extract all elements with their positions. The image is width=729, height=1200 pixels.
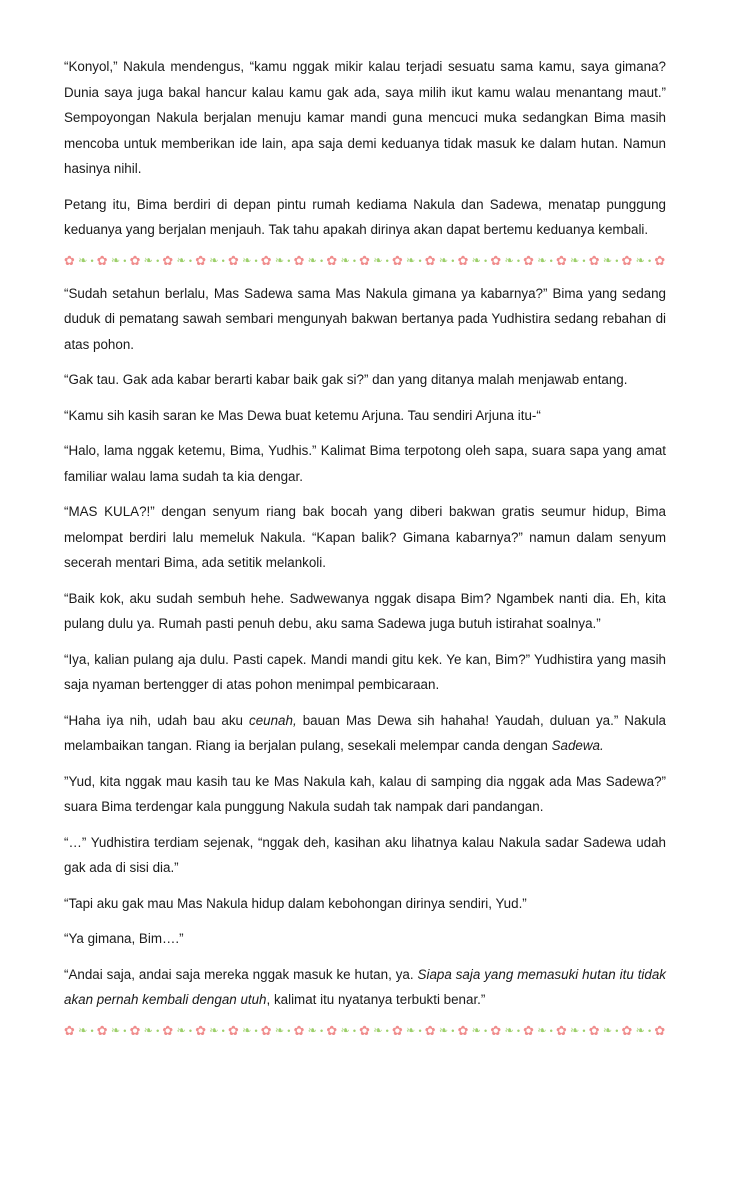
leaf-icon: •: [188, 255, 193, 266]
flower-icon: ✿: [621, 252, 633, 268]
leaf-icon: •: [320, 255, 324, 266]
leaf-icon: ❧: [307, 1024, 317, 1037]
flower-icon: ✿: [555, 1022, 567, 1038]
paragraph: “MAS KULA?!” dengan senyum riang bak bocah yang diberi bakwan gratis seumur hidup, Bima melompat berdiri lalu memeluk Nakula. “Kapan balik? Gimana kabarnya?” namun dalam senyum secerah mentari Bima, ada setitik melankoli.: [64, 504, 666, 570]
leaf-icon: •: [188, 1025, 193, 1036]
paragraph: “Halo, lama nggak ketemu, Bima, Yudhis.” Kalimat Bima terpotong oleh sapa, suara sapa yang amat familiar walau lama sudah ta kia dengar.: [64, 443, 666, 484]
leaf-icon: •: [516, 1025, 520, 1036]
leaf-icon: ❧: [635, 1024, 645, 1037]
floral-divider: [64, 253, 666, 269]
flower-icon: ✿: [424, 1022, 436, 1038]
leaf-icon: ❧: [307, 254, 317, 267]
flower-icon: ✿: [64, 1022, 75, 1038]
italic-text: Siapa saja yang memasuki hutan itu tidak akan pernah kembali dengan utuh: [64, 966, 666, 1007]
leaf-icon: ❧: [176, 1024, 186, 1037]
paragraph: [64, 962, 666, 1013]
leaf-icon: ❧: [340, 1024, 350, 1037]
leaf-icon: ❧: [242, 254, 252, 267]
leaf-icon: •: [385, 255, 389, 266]
flower-icon: ✿: [195, 252, 207, 268]
leaf-icon: •: [156, 1025, 160, 1036]
leaf-icon: ❧: [602, 1024, 613, 1037]
paragraph: Petang itu, Bima berdiri di depan pintu rumah kediama Nakula dan Sadewa, menatap punggung keduanya yang berjalan menjauh. Tak tahu apakah dirinya akan dapat bertemu keduanya kembali.: [64, 196, 666, 237]
leaf-icon: •: [320, 1025, 324, 1036]
leaf-icon: ❧: [143, 1024, 153, 1037]
flower-icon: ✿: [359, 1022, 371, 1038]
leaf-icon: ❧: [143, 254, 153, 267]
flower-icon: ✿: [129, 1022, 141, 1038]
leaf-icon: •: [549, 255, 553, 266]
paragraph: “Baik kok, aku sudah sembuh hehe. Sadwewanya nggak disapa Bim? Ngambek nanti dia. Eh, kita pulang dulu ya. Rumah pasti penuh debu, aku sama Sadewa juga butuh istirahat soalnya.”: [64, 590, 666, 631]
leaf-icon: ❧: [340, 254, 350, 267]
flower-icon: ✿: [391, 252, 403, 268]
leaf-icon: ❧: [504, 1024, 514, 1037]
leaf-icon: ❧: [602, 254, 613, 267]
leaf-icon: •: [582, 1025, 586, 1036]
flower-icon: ✿: [588, 252, 600, 268]
leaf-icon: ❧: [635, 254, 645, 267]
leaf-icon: •: [582, 255, 586, 266]
flower-icon: ✿: [162, 252, 174, 268]
leaf-icon: •: [516, 255, 520, 266]
leaf-icon: ❧: [471, 1024, 481, 1037]
floral-divider: [64, 1023, 666, 1039]
leaf-icon: ❧: [110, 1024, 121, 1037]
flower-icon: ✿: [195, 1022, 207, 1038]
leaf-icon: ❧: [373, 1024, 383, 1037]
flower-icon: ✿: [326, 252, 338, 268]
leaf-icon: ❧: [78, 1024, 88, 1037]
text-run: “Andai saja, andai saja mereka nggak masuk ke hutan, ya.: [64, 966, 418, 982]
flower-icon: ✿: [96, 1022, 108, 1038]
paragraph: “Kamu sih kasih saran ke Mas Dewa buat ketemu Arjuna. Tau sendiri Arjuna itu-“: [64, 407, 541, 423]
leaf-icon: •: [418, 255, 422, 266]
flower-icon: ✿: [523, 252, 535, 268]
flower-icon: ✿: [654, 1022, 666, 1038]
flower-icon: ✿: [457, 1022, 469, 1038]
paragraph: “Ya gimana, Bim….”: [64, 931, 184, 946]
leaf-icon: ❧: [406, 1024, 416, 1037]
flower-icon: ✿: [391, 1022, 403, 1038]
leaf-icon: •: [549, 1025, 553, 1036]
leaf-icon: ❧: [438, 1024, 449, 1037]
flower-icon: ✿: [490, 1022, 502, 1038]
leaf-icon: •: [418, 1025, 422, 1036]
text-run: bauan Mas Dewa sih hahaha! Yaudah, duluan ya.” Nakula melambaikan tangan. Riang ia berjalan pulang, sesekali melempar canda dengan: [64, 712, 666, 753]
flower-icon: ✿: [326, 1022, 338, 1038]
leaf-icon: •: [352, 1025, 356, 1036]
flower-icon: ✿: [621, 1022, 633, 1038]
italic-text: ceunah,: [249, 712, 297, 728]
leaf-icon: ❧: [471, 254, 481, 267]
flower-icon: ✿: [588, 1022, 600, 1038]
flower-icon: ✿: [64, 252, 75, 268]
leaf-icon: ❧: [537, 254, 547, 267]
flower-icon: ✿: [227, 252, 239, 268]
leaf-icon: •: [352, 255, 356, 266]
italic-text: Sadewa.: [551, 738, 604, 753]
leaf-icon: ❧: [438, 254, 449, 267]
leaf-icon: •: [254, 1025, 258, 1036]
leaf-icon: •: [254, 255, 258, 266]
paragraph: “Gak tau. Gak ada kabar berarti kabar baik gak si?” dan yang ditanya malah menjawab entang.: [64, 372, 628, 387]
leaf-icon: •: [648, 255, 652, 266]
flower-icon: ✿: [227, 1022, 239, 1038]
leaf-icon: •: [615, 1025, 619, 1036]
flower-icon: ✿: [162, 1022, 174, 1038]
flower-icon: ✿: [129, 252, 141, 268]
paragraph: “Sudah setahun berlalu, Mas Sadewa sama Mas Nakula gimana ya kabarnya?” Bima yang sedang duduk di pematang sawah sembari mengunyah bakwan bertanya pada Yudhistira sedang rebahan di atas pohon.: [64, 285, 666, 352]
leaf-icon: •: [484, 255, 488, 266]
paragraph: “…” Yudhistira terdiam sejenak, “nggak deh, kasihan aku lihatnya kalau Nakula sadar Sadewa udah gak ada di sisi dia.”: [64, 834, 666, 875]
paragraph: ”Yud, kita nggak mau kasih tau ke Mas Nakula kah, kalau di samping dia nggak ada Mas Sadewa?” suara Bima terdengar kala punggung Nakula sudah tak nampak dari pandangan.: [64, 773, 666, 814]
leaf-icon: •: [385, 1025, 389, 1036]
leaf-icon: •: [221, 1025, 225, 1036]
leaf-icon: ❧: [78, 254, 88, 267]
leaf-icon: ❧: [373, 254, 383, 267]
leaf-icon: •: [90, 1025, 94, 1036]
leaf-icon: ❧: [110, 254, 121, 267]
leaf-icon: ❧: [274, 1024, 285, 1037]
flower-icon: ✿: [424, 252, 436, 268]
flower-icon: ✿: [555, 252, 567, 268]
leaf-icon: •: [221, 255, 225, 266]
paragraph: “Tapi aku gak mau Mas Nakula hidup dalam kebohongan dirinya sendiri, Yud.”: [64, 895, 527, 911]
flower-icon: ✿: [490, 252, 502, 268]
leaf-icon: ❧: [209, 1024, 219, 1037]
flower-icon: ✿: [654, 252, 666, 268]
flower-icon: ✿: [359, 252, 371, 268]
leaf-icon: •: [287, 1025, 291, 1036]
flower-icon: ✿: [523, 1022, 535, 1038]
leaf-icon: •: [287, 255, 291, 266]
leaf-icon: •: [123, 255, 127, 266]
text-run: “Haha iya nih, udah bau aku: [64, 712, 250, 728]
paragraph: “Konyol,” Nakula mendengus, “kamu nggak mikir kalau terjadi sesuatu sama kamu, saya gimana? Dunia saya juga bakal hancur kalau kamu gak ada, saya milih ikut kamu walau menantang maut.” Sempoyongan Nakula berjalan menuju kamar mandi guna mencuci muka sedangkan Bima masih mencoba untuk memberikan ide lain, apa saja demi keduanya tidak masuk ke dalam hutan. Namun hasinya nihil.: [64, 59, 666, 176]
text-run: , kalimat itu nyatanya terbukti benar.”: [266, 992, 486, 1007]
flower-icon: ✿: [293, 252, 305, 268]
leaf-icon: ❧: [570, 1024, 580, 1037]
flower-icon: ✿: [293, 1022, 305, 1038]
leaf-icon: •: [451, 255, 455, 266]
leaf-icon: •: [615, 255, 619, 266]
flower-icon: ✿: [96, 252, 108, 268]
leaf-icon: ❧: [504, 254, 514, 267]
leaf-icon: •: [90, 255, 94, 266]
leaf-icon: ❧: [570, 254, 580, 267]
leaf-icon: •: [648, 1025, 652, 1036]
leaf-icon: •: [156, 255, 160, 266]
leaf-icon: ❧: [274, 254, 285, 267]
paragraph: “Iya, kalian pulang aja dulu. Pasti capek. Mandi mandi gitu kek. Ye kan, Bim?” Yudhistira yang masih saja nyaman bertengger di atas pohon menimpal pembicaraan.: [64, 651, 666, 692]
paragraph: [64, 708, 666, 759]
flower-icon: ✿: [260, 1022, 272, 1038]
leaf-icon: ❧: [242, 1024, 252, 1037]
flower-icon: ✿: [260, 252, 272, 268]
leaf-icon: ❧: [537, 1024, 547, 1037]
flower-icon: ✿: [457, 252, 469, 268]
leaf-icon: ❧: [176, 254, 186, 267]
leaf-icon: ❧: [209, 254, 219, 267]
leaf-icon: •: [484, 1025, 488, 1036]
leaf-icon: ❧: [406, 254, 416, 267]
leaf-icon: •: [451, 1025, 455, 1036]
leaf-icon: •: [123, 1025, 127, 1036]
document-page: [64, 54, 666, 1051]
